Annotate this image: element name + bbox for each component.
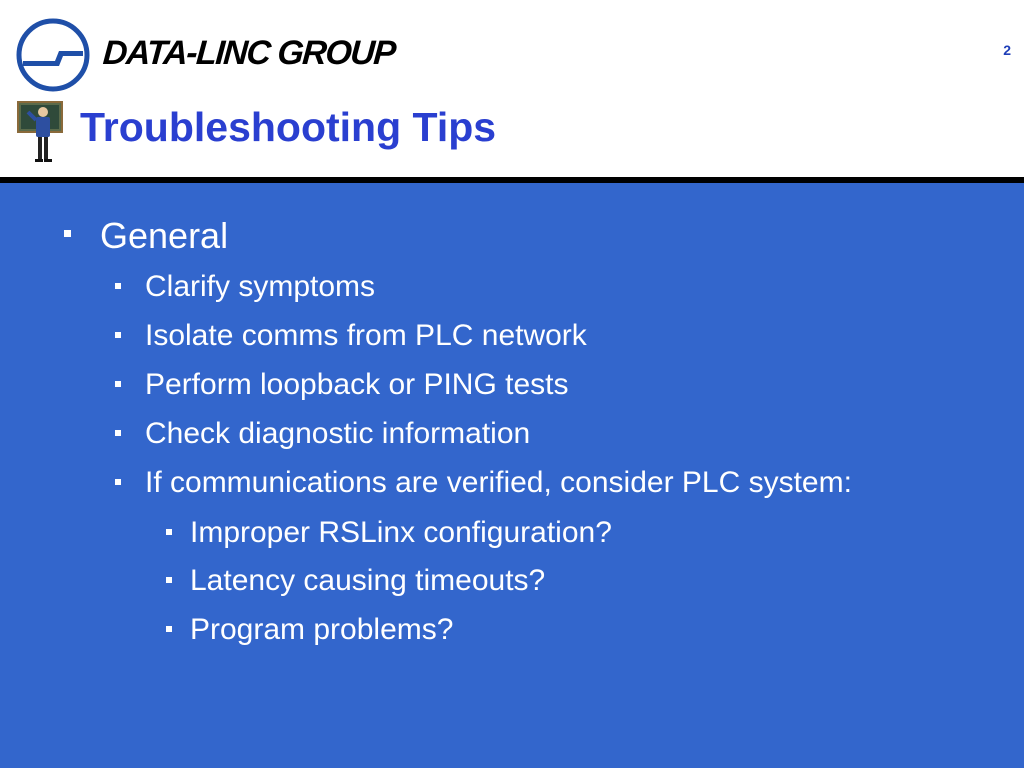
- sub-bullet-item: [190, 564, 545, 598]
- square-bullet-icon: [115, 430, 121, 436]
- bullet-item: [145, 319, 587, 353]
- square-bullet-icon: [115, 381, 121, 387]
- square-bullet-icon: [115, 479, 121, 485]
- square-bullet-icon: [166, 626, 172, 632]
- bullet-text: Isolate comms from PLC network: [145, 319, 587, 352]
- bullet-text: General: [100, 215, 229, 256]
- bullet-item: [145, 270, 375, 304]
- page-number: 2: [1003, 42, 1011, 58]
- bullet-text: Improper RSLinx configuration?: [190, 516, 612, 549]
- bullet-text: Perform loopback or PING tests: [145, 368, 569, 401]
- square-bullet-icon: [166, 577, 172, 583]
- bullet-text: Clarify symptoms: [145, 270, 376, 303]
- bullet-text: Latency causing timeouts?: [190, 564, 546, 597]
- slide-title: Troubleshooting Tips: [80, 104, 497, 150]
- sub-bullet-item: [190, 516, 612, 550]
- bullet-general: [100, 215, 228, 257]
- bullet-item: [145, 368, 569, 402]
- square-bullet-icon: [166, 529, 172, 535]
- bullet-text: If communications are verified, consider PLC system:: [145, 466, 852, 499]
- data-linc-logo-icon: [15, 17, 91, 93]
- bullet-item: [145, 466, 852, 500]
- sub-bullet-item: [190, 613, 453, 647]
- bullet-text: Check diagnostic information: [145, 417, 531, 450]
- square-bullet-icon: [64, 230, 71, 237]
- square-bullet-icon: [115, 283, 121, 289]
- bullet-text: Program problems?: [190, 613, 454, 646]
- slide-header: [0, 0, 1024, 177]
- bullet-item: [145, 417, 530, 451]
- slide-content: [0, 183, 1024, 768]
- square-bullet-icon: [115, 332, 121, 338]
- presenter-at-chalkboard-icon: [16, 100, 64, 164]
- company-logo-text: DATA-LINC GROUP: [101, 34, 397, 72]
